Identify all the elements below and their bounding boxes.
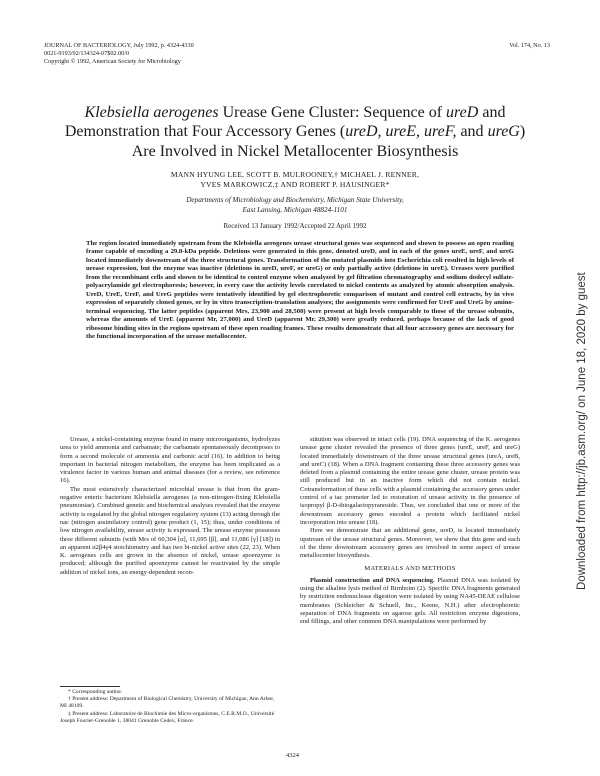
abstract: The region located immediately upstream from the Klebsiella aerogenes urease structural genes was sequenced and shown to possess an open reading frame capable of encoding a 29.8-kDa peptide. Deletions were generated in this gene, denoted ureD, and in each of the genes ureE, ureF, and ureG located immediately downstream of the three structural genes. Transformation of the mutated plasmids into Escherichia coli resulted in high levels of urease expression, but the enzyme was inactive (deletions in ureD, ureF, or ureG) or only partially active (deletions in ureE). Ureases were purified from the recombinant cells and shown to be identical to control enzyme when analyzed by gel filtration chromatography and sodium dodecyl sulfate-polyacrylamide gel electrophoresis; however, in every case the activity levels correlated to nickel contents as analyzed by atomic absorption analysis. UreD, UreE, UreF, and UreG peptides were tentatively identified by gel electrophoretic comparison of mutant and control cell extracts, by in vivo expression of separately cloned genes, or by in vitro transcription-translation analyses; the assignments were confirmed for UreF and UreG by amino-terminal sequencing. The latter peptides (apparent Mrs, 23,900 and 28,500) were present at high levels comparable to those of the urease subunits, whereas the amounts of UreE (apparent Mr, 27,000) and UreD (apparent Mr, 29,300) were greatly reduced, perhaps because of the lack of good ribosome binding sites in the regions upstream of these open reading frames. These results demonstrate that all four accessory genes are necessary for the functional incorporation of the urease metallocenter. [86,240,514,340]
journal-header [44,42,194,67]
authors-line-1: MANN HYUNG LEE, SCOTT B. MULROONEY,† MICHAEL J. RENNER, [170,170,420,179]
section-heading-methods: MATERIALS AND METHODS [364,565,456,573]
paper-title [60,103,530,162]
methods-paragraph-1 [300,577,520,627]
title-organism: Klebsiella aerogenes [84,103,219,121]
download-watermark: Downloaded from http://jb.asm.org/ on June 18, 2020 by guest [576,272,588,590]
footnote-present-address-2: ‡ Present address: Laboratoire de Biochimie des Micro-organismes, C.E.R.M.O., Université Joseph Fourier-Grenoble 1, 38041 Grenoble Cedex, France. [60,710,275,724]
affiliation [60,196,530,215]
title-gene-g: ureG [487,123,520,141]
methods-subheading: Plasmid construction and DNA sequencing. [310,576,435,584]
body-column-left [60,436,280,577]
title-text-1: Urease Gene Cluster: Sequence of [218,103,447,121]
title-gene: ureD [446,103,479,121]
title-text-2: and Demonstration that Four Accessory Genes ( [64,103,506,141]
author-list [60,170,530,190]
volume-info: Vol. 174, No. 13 [509,42,550,49]
title-text-4: ) Are Involved in Nickel Metallocenter Biosynthesis [131,123,526,160]
journal-citation: JOURNAL OF BACTERIOLOGY, July 1992, p. 4324-4330 [44,42,194,49]
affiliation-line-1: Departments of Microbiology and Biochemistry, Michigan State University, [186,196,404,204]
title-text-3: and [456,123,488,141]
affiliation-line-2: East Lansing, Michigan 48824-1101 [242,205,348,214]
authors-line-2: YVES MARKOWICZ,‡ AND ROBERT P. HAUSINGER* [200,180,390,189]
title-genes: ureD, ureE, ureF, [345,123,457,141]
intro-paragraph-4: Here we demonstrate that an additional gene, ureD, is located immediately upstream of the urease structural genes. Moreover, we show that this gene and each of the three downstream accessory genes are involved in some aspect of urease metallocenter biosynthesis. [300,527,520,560]
footnote-divider [60,686,120,687]
page-number: 4324 [286,752,299,759]
received-dates: Received 13 January 1992/Accepted 22 April 1992 [223,222,367,230]
footnote-present-address-1: † Present address: Department of Biological Chemistry, University of Michigan, Ann Arbor, MI 48109. [60,696,275,710]
intro-paragraph-3: stitution was observed in intact cells (19). DNA sequencing of the K. aerogenes urease gene cluster revealed the presence of three genes (ureE, ureF, and ureG) located immediately downstream of the three urease structural genes (ureA, ureB, and ureC) (18). When a DNA fragment containing these three accessory genes was deleted from a plasmid containing the entire urease gene cluster, urease protein was still produced but in an inactive form which did not contain nickel. Cotransformation of these cells with a plasmid containing the accessory genes under control of a tac promoter led to restoration of urease activity in the presence of isopropyl β-D-thiogalactopyranoside. Thus, we concluded that one or more of the downstream accessory genes encoded a protein which facilitated nickel incorporation into urease (18). [300,436,520,526]
methods-text: Plasmid DNA was isolated by using the alkaline lysis method of Birnboim (2). Specific DNA fragments generated by restriction endonuclease digestion were isolated by using NA45-DEAE cellulose membranes (Schleicher & Schuell, Inc., Keene, N.H.) after electrophoretic separation of DNA fragments on agarose gels. All restriction enzyme digestions, end fillings, and other common DNA manipulations were performed by [300,576,520,626]
journal-code: 0021-9193/92/134324-07$02.00/0 [44,50,130,58]
intro-paragraph-1: Urease, a nickel-containing enzyme found in many microorganisms, hydrolyzes urea to yield ammonia and carbamate; the carbamate spontaneously decomposes to form a second molecule of ammonia and carbonic acid (16). In addition to being important in bacterial nitrogen metabolism, the enzyme has been implicated as a virulence factor in various human and animal diseases (for a review, see reference 16). [60,436,280,485]
intro-paragraph-2: The most extensively characterized microbial urease is that from the gram-negative enteric bacterium Klebsiella aerogenes (a non-nitrogen-fixing Klebsiella pneumoniae). Combined genetic and biochemical analyses revealed that the enzyme activity is regulated by the global nitrogen regulatory system (13) acting through the nac (nitrogen assimilatory control) gene product (1, 15); thus, under conditions of low nitrogen availability, urease activity is expressed. The urease enzyme possesses three different subunits (with Mrs of 60,304 [α], 11,695 [β], and 11,086 [γ] [18]) in an apparent α2β4γ4 stoichiometry and has two bi-nickel active sites (22, 23). When K. aerogenes cells are grown in the absence of nickel, urease apoenzyme is produced; although the purified apoenzyme cannot be reactivated by the simple addition of nickel ions, an energy-dependent recon- [60,485,280,576]
footnotes [60,689,280,725]
footnote-corresponding: * Corresponding author. [68,689,123,695]
body-column-right [300,436,520,627]
copyright-line: Copyright © 1992, American Society for Microbiology [44,58,181,66]
